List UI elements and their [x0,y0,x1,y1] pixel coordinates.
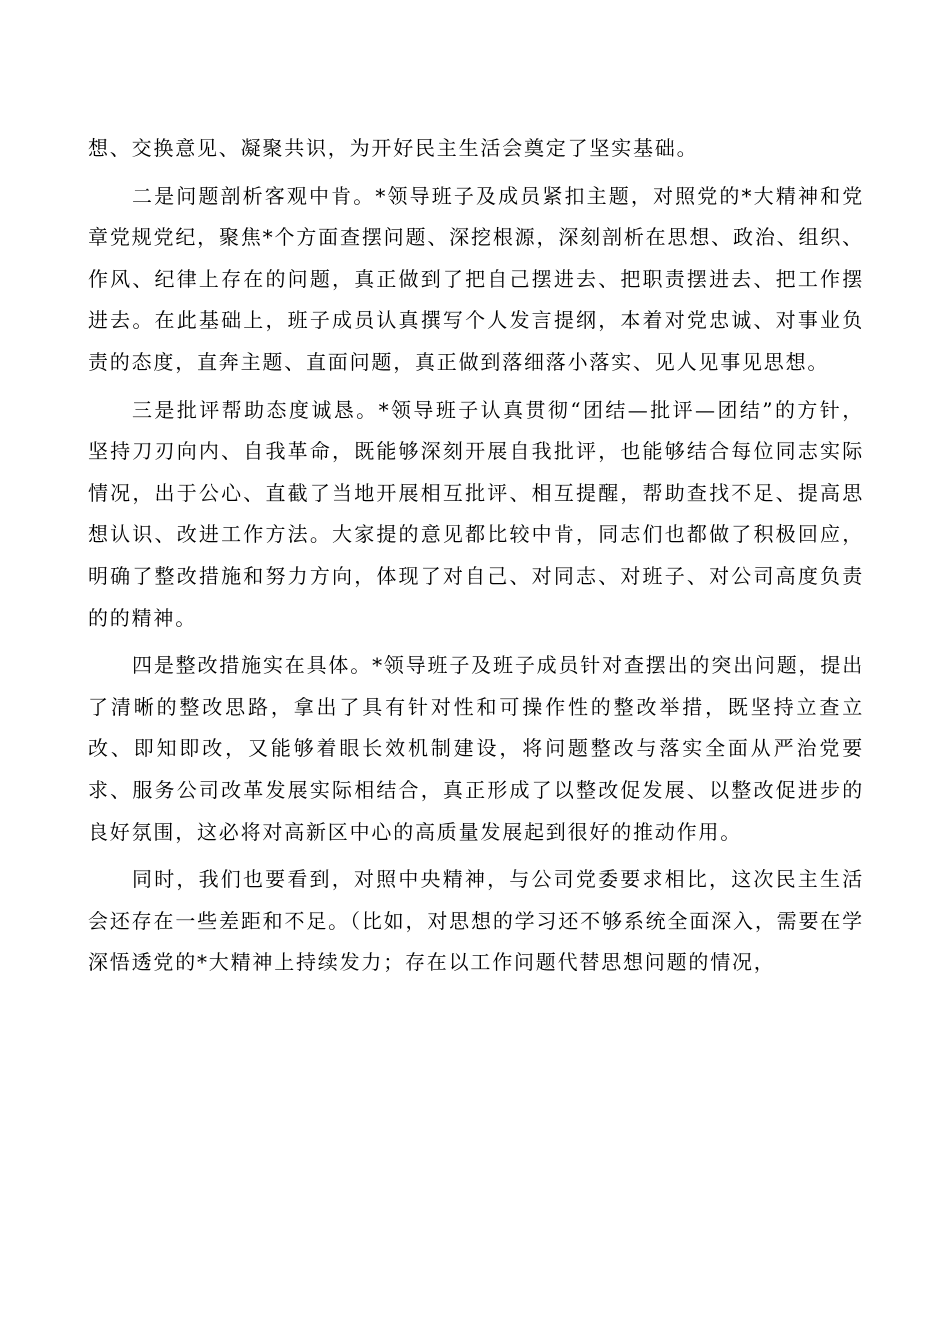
paragraph-rectification: 四是整改措施实在具体。*领导班子及班子成员针对查摆出的突出问题，提出了清晰的整改思路，拿出了具有针对性和可操作性的整改举措，既坚持立查立改、即知即改，又能够着眼长效机制建设，将问题整改与落实全面从严治党要求、服务公司改革发展实际相结合，真正形成了以整改促发展、以整改促进步的良好氛围，这必将对高新区中心的高质量发展起到很好的推动作用。 [88,653,864,844]
document-page [88,128,864,990]
paragraph-criticism: 三是批评帮助态度诚恳。*领导班子认真贯彻“团结—批评—团结”的方针，坚持刀刃向内、自我革命，既能够深刻开展自我批评，也能够结合每位同志实际情况，出于公心、直截了当地开展相互批评、相互提醒，帮助查找不足、提高思想认识、改进工作方法。大家提的意见都比较中肯，同志们也都做了积极回应，明确了整改措施和努力方向，体现了对自己、对同志、对班子、对公司高度负责的的精神。 [88,397,864,630]
paragraph-continuation: 想、交换意见、凝聚共识，为开好民主生活会奠定了坚实基础。 [88,136,699,160]
paragraph-shortcomings: 同时，我们也要看到，对照中央精神，与公司党委要求相比，这次民主生活会还存在一些差距和不足。（比如，对思想的学习还不够系统全面深入，需要在学深悟透党的*大精神上持续发力；存在以工作问题代替思想问题的情况， [88,867,864,975]
paragraph-problem-analysis: 二是问题剖析客观中肯。*领导班子及成员紧扣主题，对照党的*大精神和党章党规党纪，聚焦*个方面查摆问题、深挖根源，深刻剖析在思想、政治、组织、作风、纪律上存在的问题，真正做到了把自己摆进去、把职责摆进去、把工作摆进去。在此基础上，班子成员认真撰写个人发言提纲，本着对党忠诚、对事业负责的态度，直奔主题、直面问题，真正做到落细落小落实、见人见事见思想。 [88,183,864,374]
